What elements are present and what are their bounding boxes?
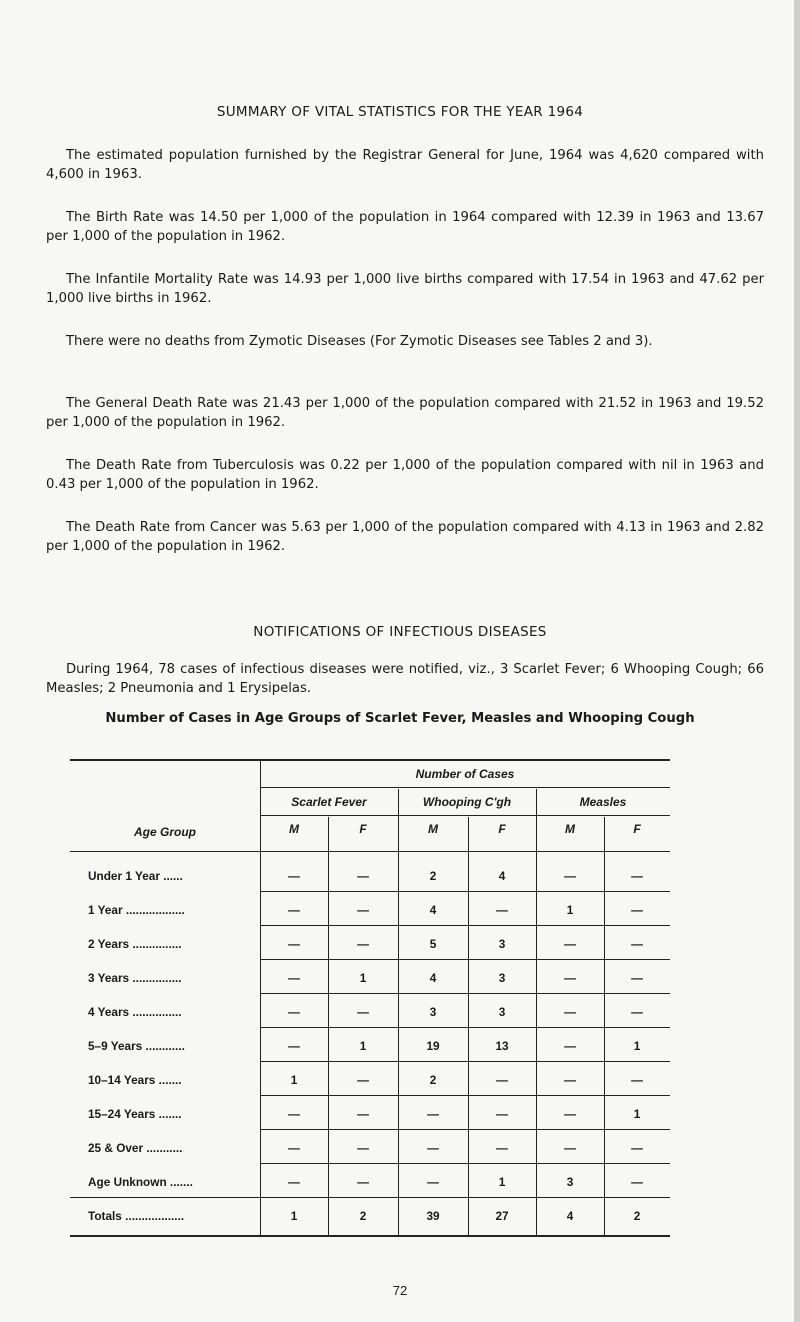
table-cell: — bbox=[357, 1073, 369, 1087]
row-divider bbox=[260, 891, 670, 892]
table-cell: — bbox=[496, 1073, 508, 1087]
row-label: 5–9 Years ............ bbox=[88, 1039, 185, 1053]
row-label: 15–24 Years ....... bbox=[88, 1107, 182, 1121]
sex-header: F bbox=[359, 822, 367, 836]
whooping-cough-header: Whooping C'gh bbox=[422, 795, 512, 809]
sex-header: M bbox=[565, 822, 575, 836]
table-cell: 1 bbox=[290, 1073, 298, 1087]
table-cell: 4 bbox=[566, 1209, 574, 1223]
row-divider bbox=[260, 1197, 670, 1198]
table-cell: 3 bbox=[566, 1175, 574, 1189]
table-cell: — bbox=[288, 869, 300, 883]
table-cell: — bbox=[288, 1141, 300, 1155]
table-cell: 2 bbox=[359, 1209, 367, 1223]
header-divider bbox=[260, 787, 670, 788]
measles-header: Measles bbox=[579, 795, 627, 809]
row-divider bbox=[260, 1095, 670, 1096]
table-cell: 1 bbox=[359, 971, 367, 985]
page-title: SUMMARY OF VITAL STATISTICS FOR THE YEAR 1964 bbox=[216, 104, 584, 120]
table-cell: 19 bbox=[426, 1039, 440, 1053]
table-cell: — bbox=[564, 1073, 576, 1087]
table-cell: — bbox=[564, 1141, 576, 1155]
row-divider bbox=[260, 1061, 670, 1062]
row-divider bbox=[260, 959, 670, 960]
column-divider bbox=[328, 817, 329, 1235]
table-cell: — bbox=[288, 1005, 300, 1019]
table-cell: 3 bbox=[498, 1005, 506, 1019]
table-cell: — bbox=[631, 1005, 643, 1019]
row-label: 1 Year .................. bbox=[88, 903, 185, 917]
table-cell: — bbox=[427, 1107, 439, 1121]
table-cell: 13 bbox=[495, 1039, 509, 1053]
table-cell: — bbox=[631, 1073, 643, 1087]
table-cell: 5 bbox=[429, 937, 437, 951]
table-cell: — bbox=[288, 903, 300, 917]
table-cell: 1 bbox=[566, 903, 574, 917]
table-cell: 1 bbox=[633, 1107, 641, 1121]
table-cell: 2 bbox=[429, 1073, 437, 1087]
table-cell: — bbox=[631, 1175, 643, 1189]
row-divider bbox=[260, 1129, 670, 1130]
paragraph-tuberculosis: The Death Rate from Tuberculosis was 0.22 per 1,000 of the population compared with nil in 1963 and 0.43 per 1,000 of the population in 1962. bbox=[46, 458, 764, 492]
row-label: 4 Years ............... bbox=[88, 1005, 182, 1019]
column-divider bbox=[468, 817, 469, 1235]
row-label: Under 1 Year ...... bbox=[88, 869, 183, 883]
table-cell: 2 bbox=[429, 869, 437, 883]
page-number: 72 bbox=[392, 1283, 408, 1298]
table-cell: — bbox=[427, 1141, 439, 1155]
table-cell: 1 bbox=[498, 1175, 506, 1189]
notifications-heading: NOTIFICATIONS OF INFECTIOUS DISEASES bbox=[253, 624, 547, 640]
number-of-cases-header: Number of Cases bbox=[415, 767, 515, 781]
paragraph-cancer: The Death Rate from Cancer was 5.63 per 1,000 of the population compared with 4.13 in 1963 and 2.82 per 1,000 of the population in 1962. bbox=[46, 520, 764, 554]
table-cell: — bbox=[564, 869, 576, 883]
table-cell: — bbox=[288, 937, 300, 951]
table-cell: — bbox=[631, 971, 643, 985]
table-cell: — bbox=[357, 1005, 369, 1019]
header-divider bbox=[260, 815, 670, 816]
table-cell: 1 bbox=[290, 1209, 298, 1223]
table-cell: 4 bbox=[498, 869, 506, 883]
table-cell: — bbox=[427, 1175, 439, 1189]
row-divider bbox=[260, 1027, 670, 1028]
table-cell: — bbox=[496, 903, 508, 917]
table-cell: — bbox=[496, 1107, 508, 1121]
header-bottom-rule bbox=[70, 851, 670, 852]
paragraph-death-rate: The General Death Rate was 21.43 per 1,000 of the population compared with 21.52 in 1963 and 19.52 per 1,000 of the population in 1962. bbox=[46, 396, 764, 430]
row-label: 10–14 Years ....... bbox=[88, 1073, 182, 1087]
table-cell: — bbox=[357, 937, 369, 951]
column-divider bbox=[398, 789, 399, 1235]
paragraph-birth-rate: The Birth Rate was 14.50 per 1,000 of the population in 1964 compared with 12.39 in 1963 and 13.67 per 1,000 of the population in 1962. bbox=[46, 210, 764, 244]
table-cell: 27 bbox=[495, 1209, 509, 1223]
age-group-header: Age Group bbox=[134, 825, 196, 839]
table-cell: — bbox=[357, 1107, 369, 1121]
table-cell: 39 bbox=[426, 1209, 440, 1223]
table-cell: 2 bbox=[633, 1209, 641, 1223]
row-divider bbox=[260, 993, 670, 994]
row-label: Totals .................. bbox=[88, 1209, 185, 1223]
table-cell: 1 bbox=[633, 1039, 641, 1053]
table-cell: 4 bbox=[429, 903, 437, 917]
table-cell: — bbox=[357, 1141, 369, 1155]
table-cell: — bbox=[288, 1175, 300, 1189]
table-cell: — bbox=[564, 937, 576, 951]
sex-header: F bbox=[633, 822, 641, 836]
column-divider bbox=[604, 817, 605, 1235]
row-label: Age Unknown ....... bbox=[88, 1175, 193, 1189]
sex-header: M bbox=[428, 822, 438, 836]
totals-divider bbox=[70, 1197, 260, 1198]
table-cell: — bbox=[631, 869, 643, 883]
scarlet-fever-header: Scarlet Fever bbox=[291, 795, 367, 809]
row-label: 25 & Over ........... bbox=[88, 1141, 183, 1155]
paragraph-zymotic: There were no deaths from Zymotic Diseases (For Zymotic Diseases see Tables 2 and 3). bbox=[66, 334, 653, 349]
table-cell: — bbox=[631, 903, 643, 917]
table-cell: 3 bbox=[498, 937, 506, 951]
table-cell: — bbox=[288, 971, 300, 985]
table-cell: 3 bbox=[498, 971, 506, 985]
table-cell: — bbox=[631, 1141, 643, 1155]
table-cell: — bbox=[288, 1039, 300, 1053]
table-caption: Number of Cases in Age Groups of Scarlet Fever, Measles and Whooping Cough bbox=[105, 711, 695, 726]
table-cell: — bbox=[564, 1107, 576, 1121]
table-cell: — bbox=[496, 1141, 508, 1155]
sex-header: M bbox=[289, 822, 299, 836]
table-cell: 3 bbox=[429, 1005, 437, 1019]
row-label: 2 Years ............... bbox=[88, 937, 182, 951]
table-cell: — bbox=[564, 1039, 576, 1053]
table-cell: — bbox=[357, 869, 369, 883]
row-divider bbox=[260, 1163, 670, 1164]
row-label: 3 Years ............... bbox=[88, 971, 182, 985]
table-cell: 1 bbox=[359, 1039, 367, 1053]
table-cell: — bbox=[564, 971, 576, 985]
paragraph-infant-mortality: The Infantile Mortality Rate was 14.93 per 1,000 live births compared with 17.54 in 1963 and 47.62 per 1,000 live births in 1962. bbox=[46, 272, 764, 306]
table-cell: — bbox=[357, 1175, 369, 1189]
table-bottom-rule bbox=[70, 1235, 670, 1237]
table-cell: — bbox=[288, 1107, 300, 1121]
table-cell: — bbox=[357, 903, 369, 917]
row-divider bbox=[260, 925, 670, 926]
sex-header: F bbox=[498, 822, 506, 836]
column-divider bbox=[536, 789, 537, 1235]
table-top-rule bbox=[70, 759, 670, 761]
table-cell: 4 bbox=[429, 971, 437, 985]
notifications-paragraph: During 1964, 78 cases of infectious diseases were notified, viz., 3 Scarlet Fever; 6 Whooping Cough; 66 Measles; 2 Pneumonia and 1 Erysipelas. bbox=[46, 662, 764, 696]
table-cell: — bbox=[631, 937, 643, 951]
paragraph-population: The estimated population furnished by the Registrar General for June, 1964 was 4,620 compared with 4,600 in 1963. bbox=[46, 148, 764, 182]
page-edge-shadow bbox=[794, 0, 800, 1322]
table-cell: — bbox=[564, 1005, 576, 1019]
